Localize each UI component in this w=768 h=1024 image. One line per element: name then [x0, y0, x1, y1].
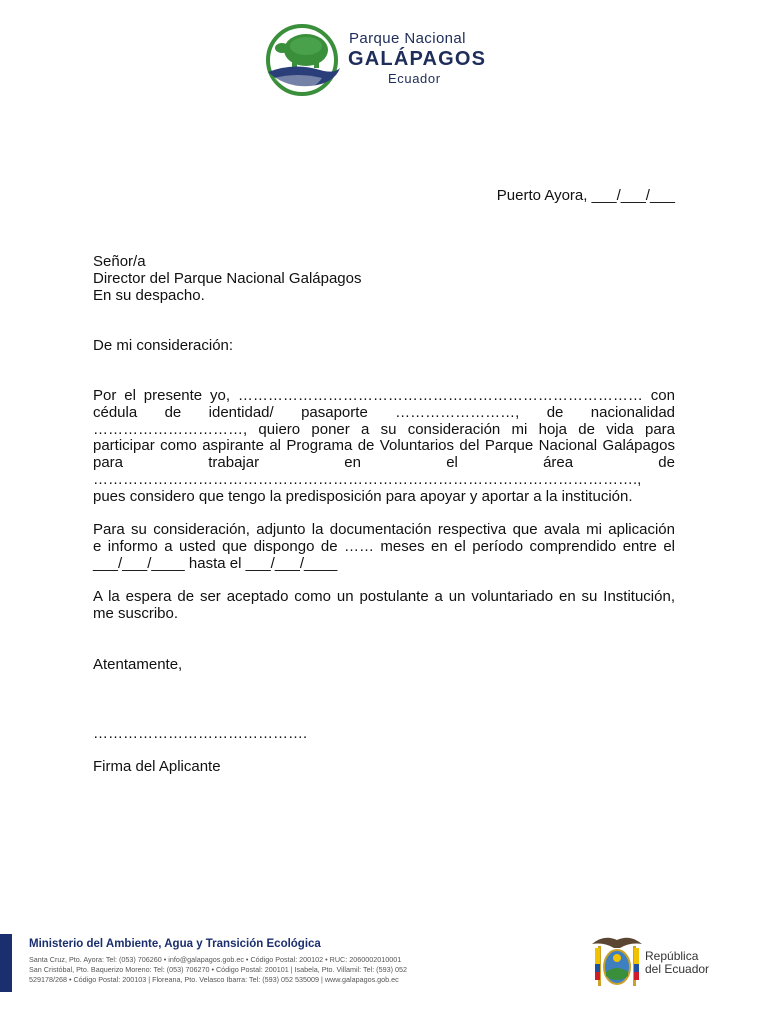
republic-line: República — [645, 949, 699, 963]
text-line: para trabajar en el área de — [93, 454, 675, 472]
addressee-block — [93, 254, 361, 304]
text-line: Por el presente yo, ……………………………………………………………………… con — [93, 387, 675, 404]
addressee-line: En su despacho. — [93, 286, 205, 304]
addressee-line: Señor/a — [93, 253, 146, 270]
text-line: …………………………, quiero poner a su consideración mi hoja de vida para — [93, 420, 675, 438]
republic-line: del Ecuador — [645, 962, 710, 976]
text-line: cédula de identidad/ pasaporte ……………………, de nacionalidad — [93, 403, 675, 421]
text-line: ………………………………………………………………………………………………., — [93, 470, 642, 488]
closing: Atentamente, — [93, 656, 183, 673]
republic-label — [645, 950, 709, 976]
addressee-line: Director del Parque Nacional Galápagos — [93, 269, 362, 287]
ecuador-coat-of-arms-icon — [590, 930, 644, 990]
footer-contact-line: Santa Cruz, Pto. Ayora: Tel: (053) 706260 • info@galapagos.gob.ec • Código Postal: 200102 • RUC: 2060002010001 — [29, 955, 402, 964]
footer-ministry: Ministerio del Ambiente, Agua y Transición Ecológica — [29, 938, 321, 950]
footer-accent-bar — [0, 934, 12, 992]
logo-country-line: Ecuador — [388, 71, 441, 86]
signature-line: ……………………………………. — [93, 725, 308, 742]
logo-title-line: Parque Nacional — [349, 30, 466, 47]
park-logo — [264, 24, 504, 96]
paragraph-intro — [93, 388, 675, 506]
text-line: participar como aspirante al Programa de Voluntarios del Parque Nacional Galápagos — [93, 437, 675, 455]
salutation: De mi consideración: — [93, 337, 234, 354]
text-line: ___/___/____ hasta el ___/___/____ — [93, 554, 338, 572]
text-line: Para su consideración, adjunto la documentación respectiva que avala mi aplicación — [93, 521, 675, 539]
letter-body — [93, 388, 675, 639]
footer-contact-line: San Cristóbal, Pto. Baquerizo Moreno: Tel: (053) 706270 • Código Postal: 200101 | Isabela, Pto. Villamil: Tel: (593) 052 — [29, 965, 407, 974]
paragraph-closing — [93, 589, 675, 623]
text-line: pues considero que tengo la predisposición para apoyar y aportar a la institución. — [93, 487, 633, 505]
galapagos-turtle-logo-icon — [264, 24, 344, 96]
text-line: A la espera de ser aceptado como un postulante a un voluntariado en su Institución, — [93, 587, 675, 605]
paragraph-availability — [93, 522, 675, 572]
text-line: me suscribo. — [93, 604, 179, 622]
signature-label: Firma del Aplicante — [93, 758, 221, 775]
logo-brand-line: GALÁPAGOS — [348, 48, 487, 70]
text-line: e informo a usted que dispongo de …… meses en el período comprendido entre el — [93, 537, 675, 555]
place-date: Puerto Ayora, ___/___/___ — [496, 187, 675, 204]
footer-contact-line: 529178/268 • Código Postal: 200103 | Floreana, Pto. Velasco Ibarra: Tel: (593) 052 535009 | www.galapagos.gob.ec — [29, 975, 399, 984]
footer-contact — [29, 955, 519, 985]
